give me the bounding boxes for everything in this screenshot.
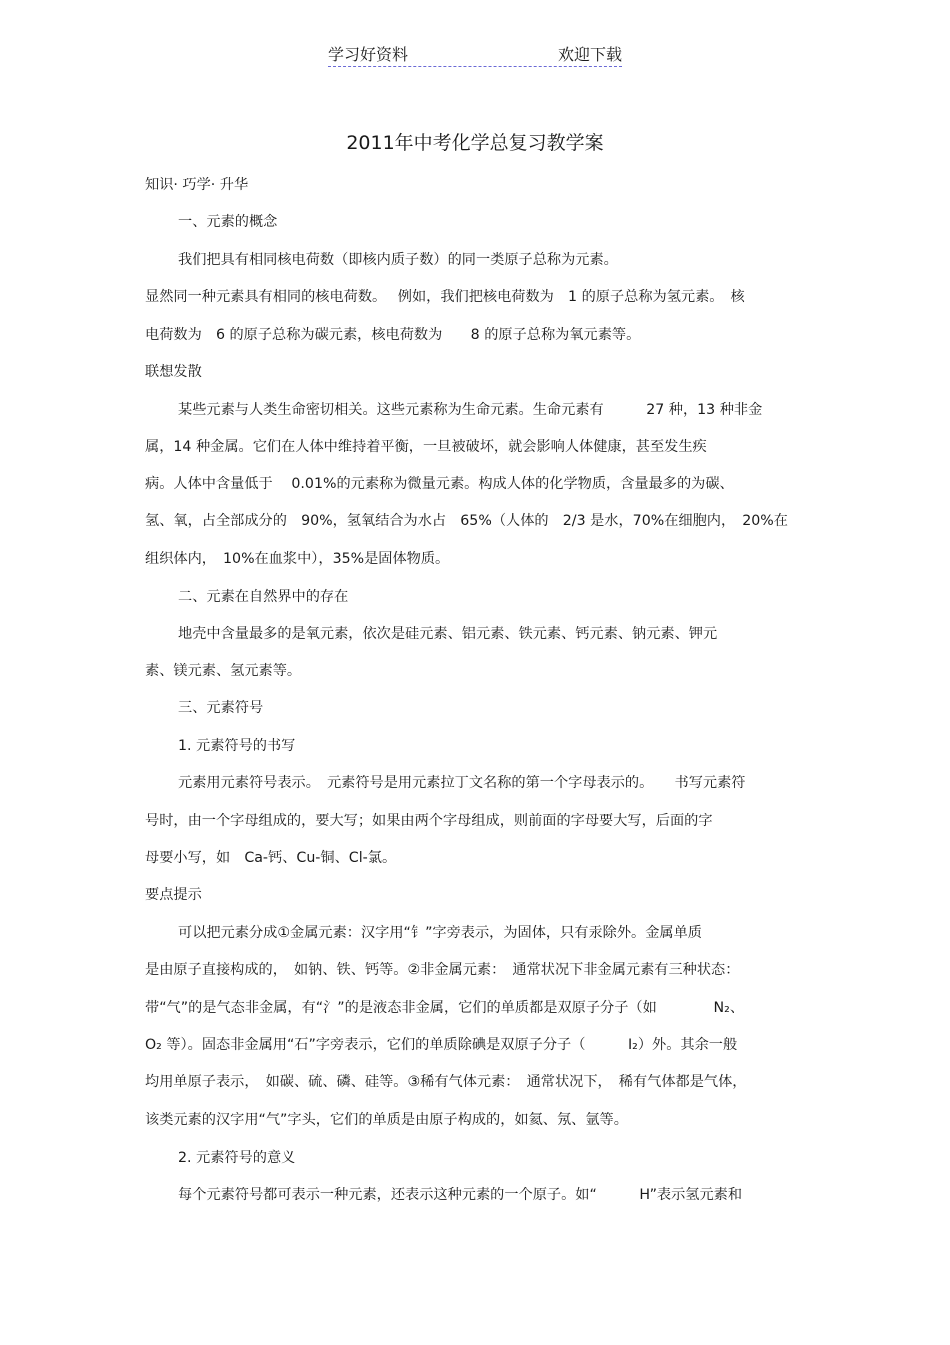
header-right: 欢迎下载 xyxy=(557,45,622,64)
section-heading: 一、元素的概念 xyxy=(178,214,278,230)
paragraph-line: 病。人体中含量低于 0.01%的元素称为微量元素。构成人体的化学物质，含量最多的为碳、 xyxy=(145,476,734,492)
paragraph-line: O₂ 等）。固态非金属用“石”字旁表示，它们的单质除碘是双原子分子（ I₂）外。其余一般 xyxy=(145,1037,738,1053)
paragraph-line: 每个元素符号都可表示一种元素，还表示这种元素的一个原子。如“ H”表示氢元素和 xyxy=(178,1187,743,1203)
section-heading: 要点提示 xyxy=(145,887,202,903)
section-heading: 二、元素在自然界中的存在 xyxy=(178,589,349,605)
paragraph-line: 属，14 种金属。它们在人体中维持着平衡，一旦被破坏，就会影响人体健康，甚至发生疾 xyxy=(145,439,707,455)
paragraph-line: 母要小写，如 Ca-钙、Cu-铜、Cl-氯。 xyxy=(145,850,397,866)
subtitle-line: 知识· 巧学· 升华 xyxy=(145,177,249,193)
paragraph-line: 均用单原子表示， 如碳、硫、磷、硅等。③稀有气体元素： 通常状况下， 稀有气体都是气体， xyxy=(145,1074,747,1090)
paragraph-line: 电荷数为 6 的原子总称为碳元素，核电荷数为 8 的原子总称为氧元素等。 xyxy=(145,327,641,343)
paragraph-line: 带“气”的是气态非金属，有“氵”的是液态非金属，它们的单质都是双原子分子（如 N₂、 xyxy=(145,1000,745,1016)
paragraph-line: 某些元素与人类生命密切相关。这些元素称为生命元素。生命元素有 27 种，13 种非金 xyxy=(178,402,763,418)
paragraph-line: 地壳中含量最多的是氧元素，依次是硅元素、铝元素、铁元素、钙元素、钠元素、钾元 xyxy=(178,626,718,642)
subsection-heading: 1. 元素符号的书写 xyxy=(178,738,296,754)
paragraph-line: 我们把具有相同核电荷数（即核内质子数）的同一类原子总称为元素。 xyxy=(178,252,618,268)
section-heading: 联想发散 xyxy=(145,364,202,380)
paragraph-line: 显然同一种元素具有相同的核电荷数。 例如，我们把核电荷数为 1 的原子总称为氢元素。 核 xyxy=(145,289,745,305)
paragraph-line: 号时，由一个字母组成的，要大写；如果由两个字母组成，则前面的字母要大写，后面的字 xyxy=(145,813,713,829)
paragraph-line: 该类元素的汉字用“气”字头，它们的单质是由原子构成的，如氦、氖、氩等。 xyxy=(145,1112,628,1128)
paragraph-line: 氢、氧，占全部成分的 90%，氢氧结合为水占 65%（人体的 2/3 是水，70%在细胞内， 20%在 xyxy=(145,513,788,529)
section-heading: 三、元素符号 xyxy=(178,700,264,716)
header-left: 学习好资料 xyxy=(328,45,409,64)
paragraph-line: 可以把元素分成①金属元素：汉字用“钅”字旁表示，为固体，只有汞除外。金属单质 xyxy=(178,925,702,941)
paragraph-line: 素、镁元素、氢元素等。 xyxy=(145,663,302,679)
page-header xyxy=(328,42,622,67)
subsection-heading: 2. 元素符号的意义 xyxy=(178,1150,296,1166)
paragraph-line: 组织体内， 10%在血浆中），35%是固体物质。 xyxy=(145,551,450,567)
paragraph-line: 元素用元素符号表示。 元素符号是用元素拉丁文名称的第一个字母表示的。 书写元素符 xyxy=(178,775,746,791)
paragraph-line: 是由原子直接构成的， 如钠、铁、钙等。②非金属元素： 通常状况下非金属元素有三种状态： xyxy=(145,962,740,978)
document-title: 2011年中考化学总复习教学案 xyxy=(346,132,604,154)
